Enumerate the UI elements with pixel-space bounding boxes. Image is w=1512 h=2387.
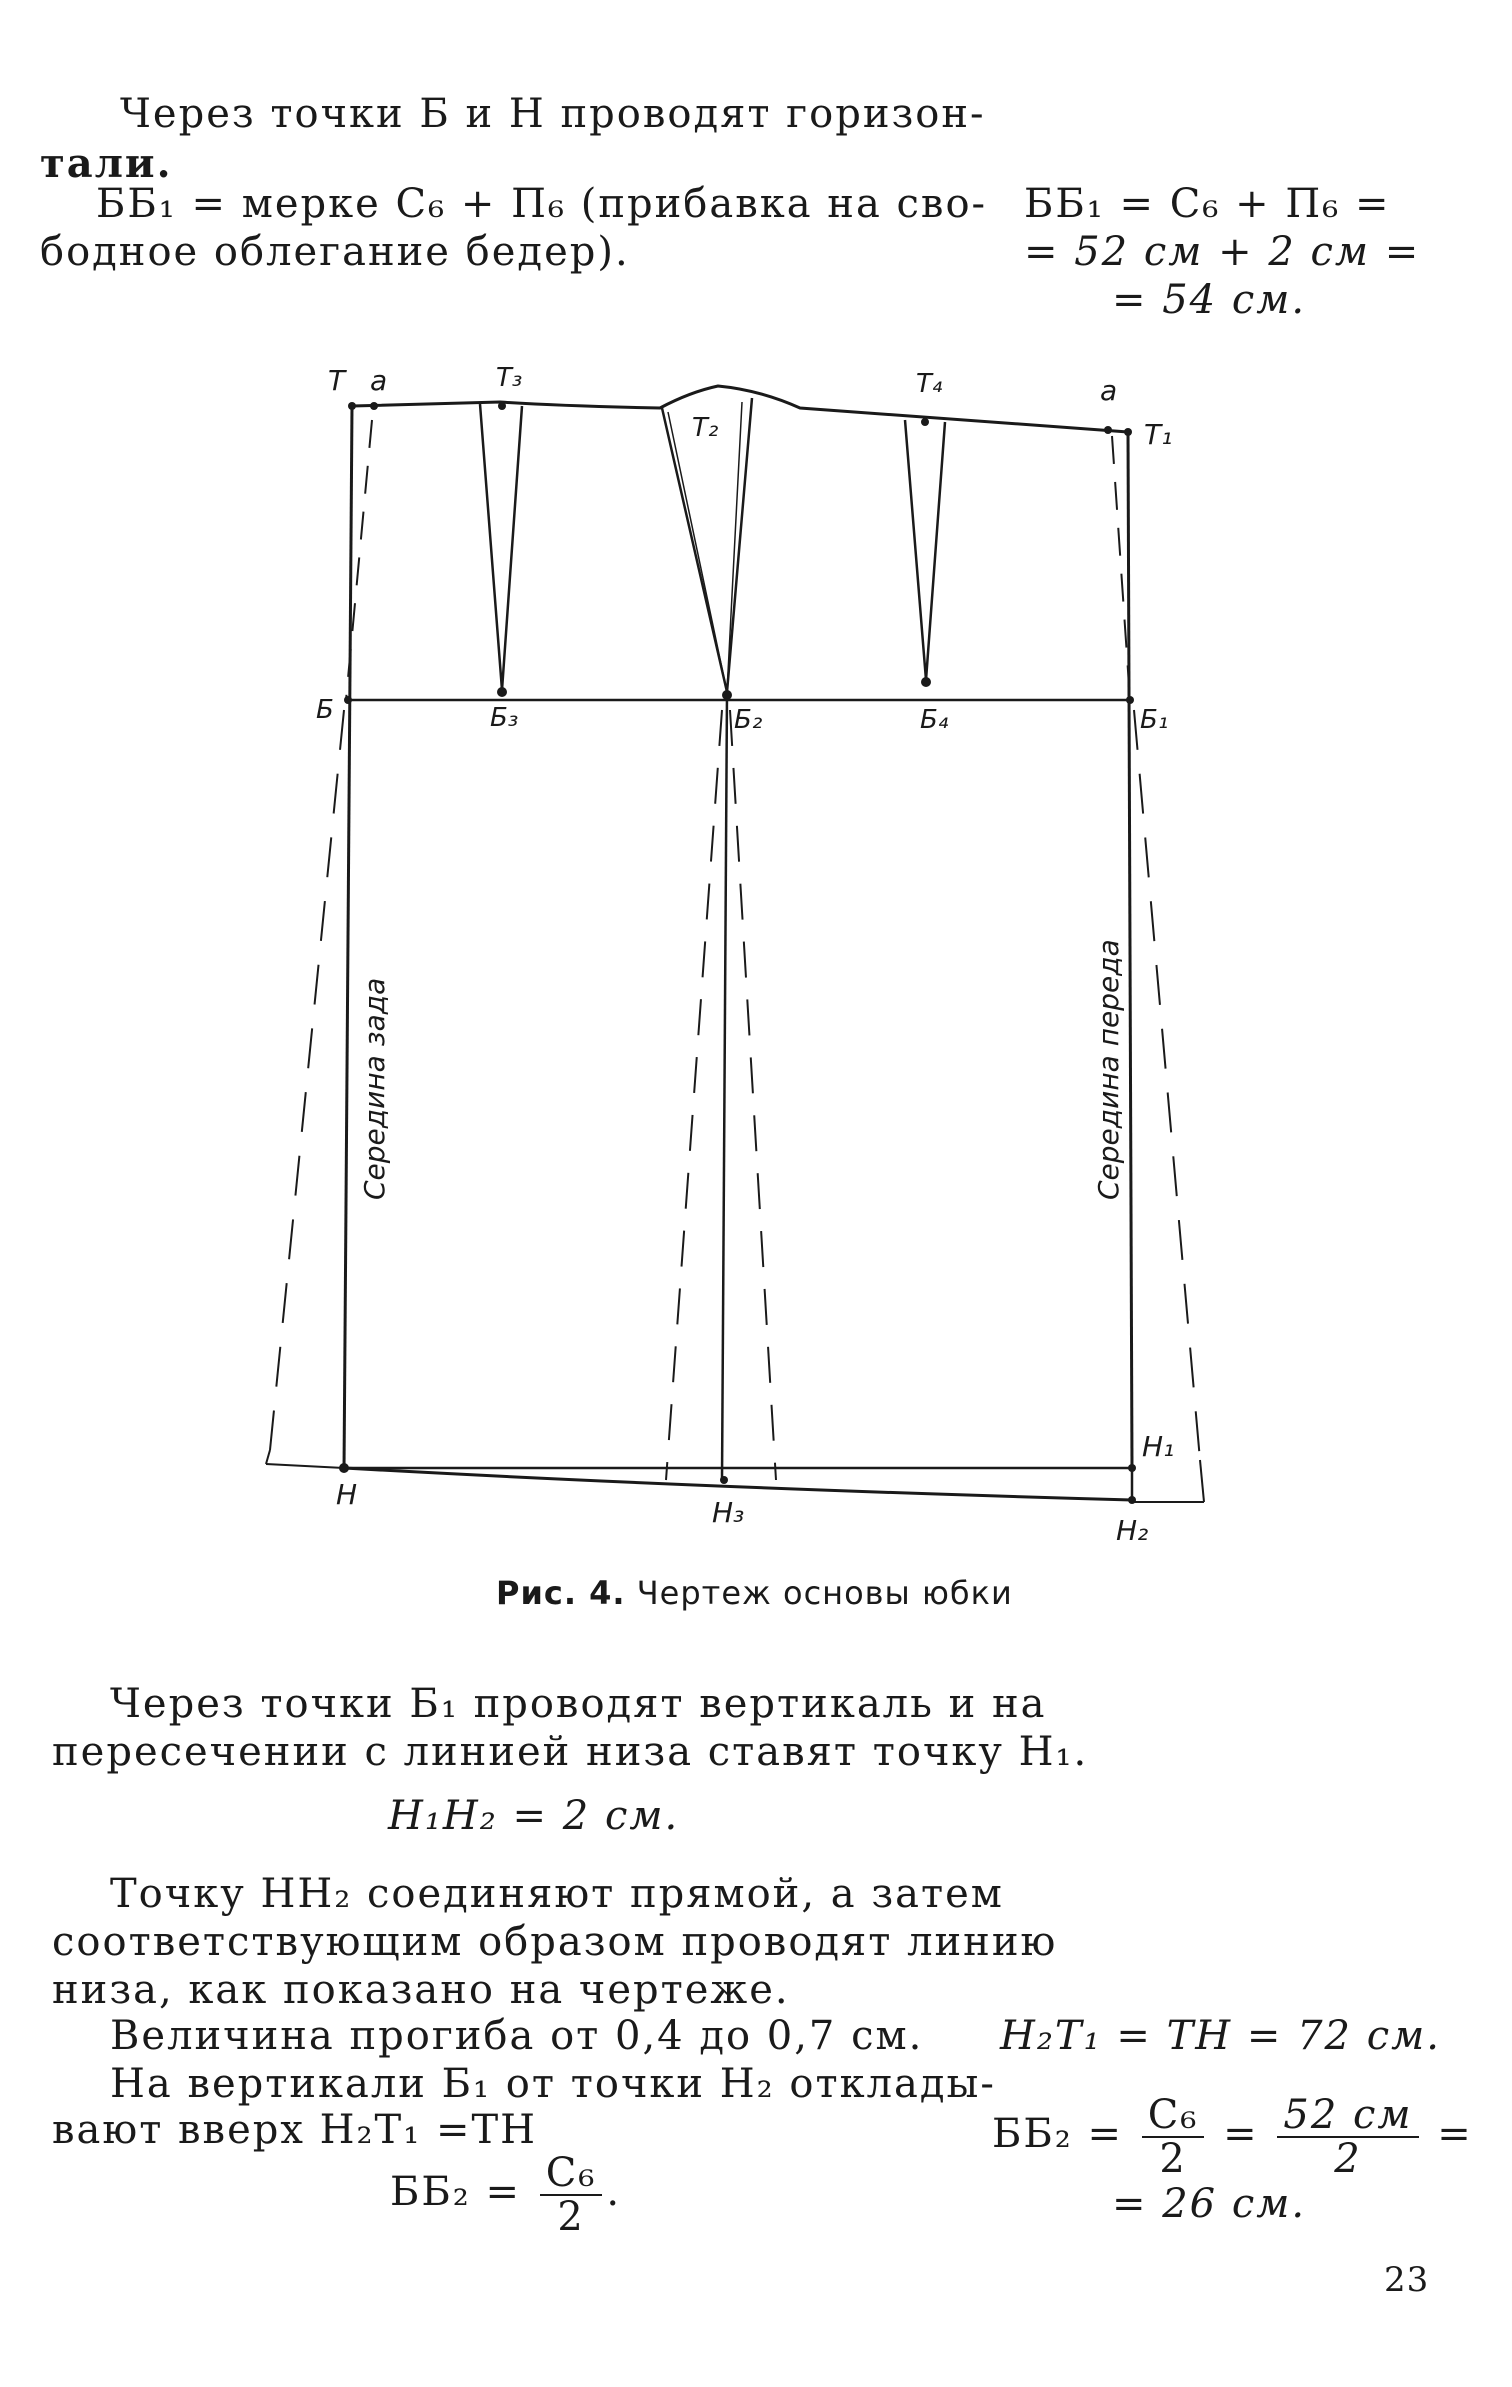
left-hem-corner (266, 1450, 270, 1464)
formula-bb2-left: ББ₂ = (992, 2111, 1124, 2157)
formula-bb1-line-1: ББ₁ = С₆ + П₆ = (1024, 181, 1391, 227)
front-dart (905, 420, 945, 680)
page-number: 23 (1384, 2260, 1430, 2300)
p2-line-3: низа, как показано на чертеже. (52, 1967, 790, 2013)
formula-bb2-mid: = (1223, 2111, 1259, 2157)
waist-line (352, 386, 1128, 432)
p4-line-2: вают вверх Н₂Т₁ =ТН (52, 2107, 538, 2153)
center-dashed-left (666, 710, 722, 1480)
formula-bb2-den-1: 2 (1159, 2136, 1187, 2182)
label-B1: Б₁ (1140, 705, 1169, 735)
label-B: Б (316, 695, 334, 725)
label-T1: Т₁ (1144, 418, 1173, 451)
formula-bb2-den-2: 2 (1334, 2136, 1362, 2182)
label-a-left: а (370, 364, 388, 397)
formula-bb2 (992, 2094, 1473, 2180)
left-hem-tick (266, 1464, 344, 1468)
label-B3: Б₃ (490, 703, 519, 733)
figure-caption-text: Чертеж основы юбки (636, 1574, 1013, 1612)
label-B4: Б₄ (920, 705, 949, 735)
top-line-4: бодное облегание бедер). (40, 229, 630, 275)
right-dashed-bottom (1134, 710, 1200, 1460)
formula-bb1-line-2: = 52 см + 2 см = (1024, 229, 1421, 275)
label-T4: Т₄ (916, 369, 943, 399)
p3-line: Величина прогиба от 0,4 до 0,7 см. (110, 2013, 924, 2059)
label-H1: Н₁ (1142, 1430, 1175, 1463)
top-line-2: тали. (40, 140, 173, 187)
p2-line-1: Точку НН₂ соединяют прямой, а затем (110, 1871, 1004, 1917)
p1-formula: Н₁Н₂ = 2 см. (388, 1793, 680, 1839)
p4-formula-num: С₆ (540, 2152, 603, 2196)
side-seam-line (722, 692, 727, 1480)
p4-formula-end: . (606, 2169, 622, 2215)
top-line-3: ББ₁ = мерке С₆ + П₆ (прибавка на сво- (96, 181, 988, 227)
right-hem-corner (1200, 1460, 1204, 1502)
label-front-center: Середина переда (1092, 939, 1125, 1200)
label-B2: Б₂ (734, 705, 763, 735)
back-dart (480, 404, 522, 690)
p4-formula-den: 2 (557, 2194, 585, 2240)
formula-bb2-fraction-1 (1142, 2094, 1205, 2180)
label-T3: Т₃ (496, 363, 523, 393)
p4-formula-fraction (540, 2152, 603, 2238)
top-line-1: Через точки Б и Н проводят горизон- (120, 91, 986, 137)
center-dashed-right (730, 710, 776, 1480)
p4-formula-left: ББ₂ = (390, 2169, 522, 2215)
figure-caption-number: Рис. 4. (496, 1574, 626, 1612)
formula-bb2-fraction-2 (1277, 2094, 1418, 2180)
formula-bb2-num-1: С₆ (1142, 2094, 1205, 2138)
skirt-pattern-drawing (0, 340, 1512, 1540)
formula-bb2-result: = 26 см. (1112, 2181, 1307, 2227)
back-center-line (344, 406, 352, 1470)
front-center-line (1128, 432, 1132, 1468)
left-dashed-bottom (270, 710, 344, 1450)
label-H2: Н₂ (1116, 1514, 1149, 1540)
formula-bb2-end: = (1437, 2111, 1473, 2157)
label-back-center: Середина зада (358, 977, 391, 1200)
label-H: Н (336, 1478, 358, 1511)
formula-h2t1: Н₂Т₁ = ТН = 72 см. (1000, 2013, 1441, 2059)
p4-line-1: На вертикали Б₁ от точки Н₂ отклады- (110, 2061, 996, 2107)
formula-bb1-line-3: = 54 см. (1112, 277, 1307, 323)
label-H3: Н₃ (712, 1496, 745, 1529)
label-T: Т (328, 364, 346, 397)
p1-line-2: пересечении с линией низа ставят точку Н₁. (52, 1729, 1089, 1775)
label-T2: Т₂ (692, 413, 719, 443)
p4-formula (390, 2152, 621, 2238)
p1-line-1: Через точки Б₁ проводят вертикаль и на (110, 1681, 1047, 1727)
label-a-right: а (1100, 374, 1118, 407)
p2-line-2: соответствующим образом проводят линию (52, 1919, 1058, 1965)
formula-bb2-num-2: 52 см (1277, 2094, 1418, 2138)
figure-caption (496, 1574, 1013, 1612)
